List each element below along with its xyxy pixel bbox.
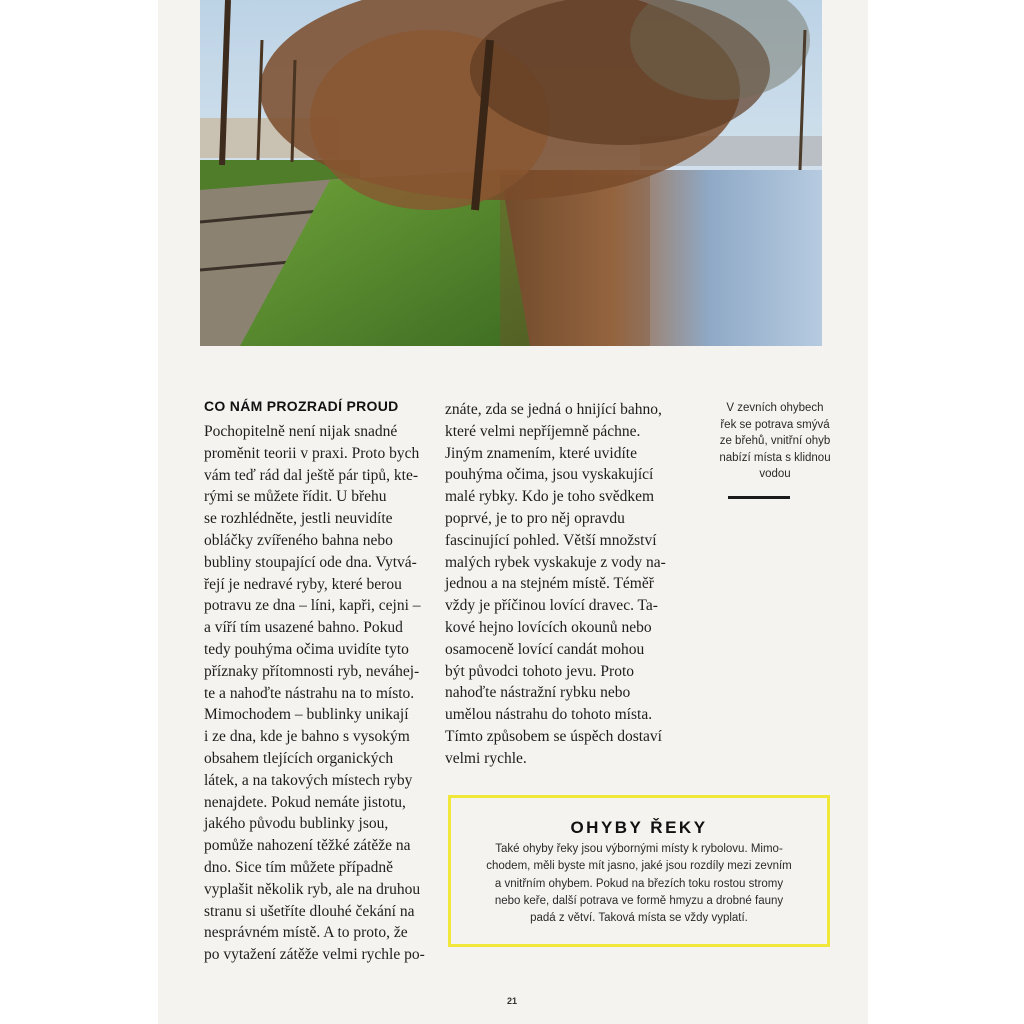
info-box-line: Také ohyby řeky jsou výbornými místy k rybolovu. Mimo-	[495, 843, 783, 855]
info-box	[448, 795, 830, 947]
article-line: rými se můžete řídit. U břehu	[204, 488, 387, 506]
article-line: nahoďte nástražní rybku nebo	[445, 684, 631, 702]
caption-line: řek se potrava smývá	[720, 418, 830, 431]
caption-line: vodou	[759, 468, 791, 480]
article-column-1	[204, 421, 432, 966]
info-box-line: a vnitřním ohybem. Pokud na březích toku rostou stromy	[494, 877, 784, 890]
article-line: pomůže nahození těžké zátěže na	[204, 837, 411, 855]
article-line: Tímto způsobem se úspěch dostaví	[445, 727, 662, 745]
article-line: velmi rychle.	[445, 749, 527, 767]
article-line: kové hejno lovících okounů nebo	[445, 618, 652, 636]
article-line: látek, a na takových místech ryby	[204, 771, 413, 789]
article-line: být původci tohoto jevu. Proto	[445, 662, 635, 680]
caption-line: V zevních ohybech	[726, 402, 824, 414]
info-box-line: padá z větví. Taková místa se vždy vyplatí.	[530, 912, 748, 925]
article-line: Jiným znamením, které uvidíte	[445, 444, 637, 462]
info-box-title: OHYBY ŘEKY	[570, 818, 708, 837]
section-heading: CO NÁM PROZRADÍ PROUD	[204, 398, 399, 414]
article-line: pouhýma očima, jsou vyskakující	[445, 466, 654, 484]
article-line: poprvé, je to pro něj opravdu	[445, 509, 625, 527]
info-box-line: chodem, měli byste mít jasno, jaké jsou rozdíly mezi zevním	[486, 860, 792, 873]
article-line: obsahem tlejících organických	[204, 749, 394, 767]
article-line: po vytažení zátěže velmi rychle po-	[204, 946, 425, 964]
article-line: řejí je nedravé ryby, které berou	[204, 575, 402, 593]
caption-line: ze břehů, vnitřní ohyb	[719, 435, 831, 447]
article-line: obláčky zvířeného bahna nebo	[204, 531, 393, 549]
river-photo	[200, 0, 822, 346]
article-line: Pochopitelně není nijak snadné	[204, 423, 398, 440]
article-line: vyplašit několik ryb, ale na druhou	[204, 880, 421, 898]
article-line: vždy je příčinou lovící dravec. Ta-	[445, 597, 658, 615]
article-line: te a nahoďte nástrahu na to místo.	[204, 684, 415, 702]
article-line: a víří tím usazené bahno. Pokud	[204, 619, 403, 637]
article-line: vám teď rád dal ještě pár tipů, kte-	[204, 466, 419, 484]
caption-line: nabízí místa s klidnou	[719, 451, 831, 464]
article-line: Mimochodem – bublinky unikají	[204, 706, 409, 724]
article-line: nenajdete. Pokud nemáte jistotu,	[204, 793, 406, 811]
article-line: proměnit teorii v praxi. Proto bych	[204, 444, 420, 462]
article-line: osamoceně lovící candát mohou	[445, 640, 645, 658]
page-number: 21	[506, 996, 517, 1006]
article-line: fascinující pohled. Větší množství	[445, 531, 657, 549]
article-line: jakého původu bublinky jsou,	[204, 815, 389, 833]
info-box-line: nebo keře, další potrava ve formě hmyzu a drobné fauny	[494, 894, 784, 907]
article-line: malé rybky. Kdo je toho svědkem	[445, 488, 655, 506]
article-line: příznaky přítomnosti ryb, neváhej-	[204, 662, 420, 680]
article-line: jednou a na stejném místě. Téměř	[445, 575, 654, 593]
article-column-2	[445, 399, 670, 770]
article-line: stranu si ušetříte dlouhé čekání na	[204, 902, 415, 920]
article-line: dno. Sice tím můžete případně	[204, 858, 393, 876]
article-line: i ze dna, kde je bahno s vysokým	[204, 728, 410, 746]
caption-divider	[728, 496, 790, 499]
article-line: znáte, zda se jedná o hnijící bahno,	[445, 401, 662, 418]
article-line: se rozhlédněte, jestli neuvidíte	[204, 510, 393, 528]
article-line: tedy pouhýma očima uvidíte tyto	[204, 640, 409, 658]
photo-caption	[690, 400, 860, 483]
article-line: které velmi nepříjemně páchne.	[445, 422, 641, 440]
article-line: bubliny stoupající ode dna. Vytvá-	[204, 553, 417, 571]
article-line: umělou nástrahu do tohoto místa.	[445, 706, 653, 724]
article-line: potravu ze dna – líni, kapři, cejni –	[204, 597, 421, 615]
article-line: nesprávném místě. A to proto, že	[204, 924, 408, 942]
article-line: malých rybek vyskakuje z vody na-	[445, 553, 666, 571]
info-box-body	[465, 841, 813, 927]
